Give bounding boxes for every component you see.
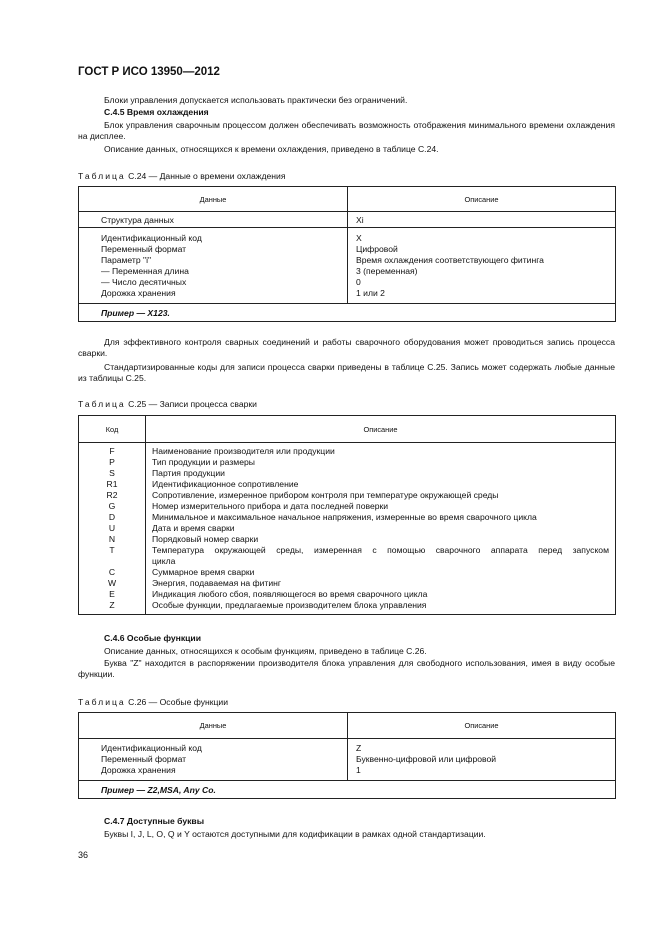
table-cell — [79, 443, 146, 615]
table-cell — [146, 443, 616, 615]
code-p: P — [109, 457, 115, 467]
table-example: Пример — Z2,MSA, Any Co. — [79, 781, 616, 799]
code-description: Наименование производителя или продукции — [152, 446, 335, 456]
cell-line: Цифровой — [356, 244, 398, 254]
cell-line: Дорожка хранения — [101, 765, 176, 775]
cell-line: Дорожка хранения — [101, 288, 176, 298]
code-description: Температура окружающей среды, измеренная с помощью сварочного аппарата перед запуском — [152, 545, 609, 555]
column-header: Описание — [348, 713, 616, 739]
table-caption-text: С.26 — Особые функции — [128, 697, 229, 707]
code-t: T — [109, 545, 115, 555]
code-description: Энергия, подаваемая на фитинг — [152, 578, 282, 588]
table-c25 — [78, 415, 616, 615]
cell-line: Переменный формат — [101, 754, 187, 764]
cell-line: 0 — [356, 277, 361, 287]
table-caption-prefix: Таблица — [78, 171, 126, 181]
cell-line: 1 — [356, 765, 361, 775]
table-cell — [79, 228, 348, 304]
table-caption — [78, 399, 257, 409]
cell-line: 1 или 2 — [356, 288, 385, 298]
table-example: Пример — X123. — [79, 304, 616, 322]
code-f: F — [109, 446, 115, 456]
table-cell — [79, 739, 348, 781]
code-description: Идентификационное сопротивление — [152, 479, 299, 489]
paragraph: Описание данных, относящихся к времени охлаждения, приведено в таблице С.24. — [104, 144, 439, 154]
code-description: Минимальное и максимальное начальное напряжения, измеренные во время сварочного цикла — [152, 512, 537, 522]
column-header: Описание — [348, 187, 616, 212]
table-caption-text: С.24 — Данные о времени охлаждения — [128, 171, 286, 181]
code-description: Особые функции, предлагаемые производителем блока управления — [152, 600, 427, 610]
code-z: Z — [109, 600, 115, 610]
code-g: G — [108, 501, 116, 511]
table-cell — [348, 739, 616, 781]
table-cell: Xi — [348, 212, 616, 228]
table-cell — [348, 228, 616, 304]
table-c26 — [78, 712, 616, 799]
column-header: Описание — [146, 416, 616, 443]
section-heading-c45: С.4.5 Время охлаждения — [104, 107, 209, 117]
code-w: W — [107, 578, 117, 588]
code-r1: R1 — [106, 479, 118, 489]
paragraph: Буквы I, J, L, O, Q и Y остаются доступными для кодификации в рамках одной стандартизации. — [104, 829, 486, 839]
table-caption — [78, 171, 285, 181]
cell-line: — Переменная длина — [101, 266, 189, 276]
code-description: Дата и время сварки — [152, 523, 235, 533]
code-s: S — [109, 468, 115, 478]
code-description: Партия продукции — [152, 468, 225, 478]
code-description: Номер измерительного прибора и дата последней поверки — [152, 501, 389, 511]
code-description: Сопротивление, измеренное прибором контроля при температуре окружающей среды — [152, 490, 499, 500]
cell-line: Z — [356, 743, 362, 753]
page-number: 36 — [78, 850, 89, 860]
code-description: Суммарное время сварки — [152, 567, 255, 577]
code-c: C — [108, 567, 116, 577]
paragraph: Стандартизированные коды для записи процесса сварки приведены в таблице С.25. Запись может содержать любые данные из таблицы С.25. — [78, 362, 615, 383]
cell-line: 3 (переменная) — [356, 266, 418, 276]
code-description: Индикация любого сбоя, появляющегося во время сварочного цикла — [152, 589, 428, 599]
code-description: цикла — [152, 556, 176, 566]
cell-line: — Число десятичных — [101, 277, 187, 287]
paragraph: Буква "Z" находится в распоряжении производителя блока управления для свободного использования, имея в виду особые функции. — [78, 658, 615, 679]
table-caption-prefix: Таблица — [78, 697, 126, 707]
code-e: E — [109, 589, 115, 599]
cell-line: X — [356, 233, 362, 243]
table-cell: Структура данных — [79, 212, 348, 228]
paragraph: Блоки управления допускается использовать практически без ограничений. — [104, 95, 408, 105]
paragraph: Блок управления сварочным процессом должен обеспечивать возможность отображения минимального времени охлаждения на дисплее. — [78, 120, 615, 141]
document-header: ГОСТ Р ИСО 13950—2012 — [78, 66, 220, 78]
paragraph: Описание данных, относящихся к особым функциям, приведено в таблице С.26. — [104, 646, 427, 656]
cell-line: Переменный формат — [101, 244, 187, 254]
cell-line: Параметр "i" — [101, 255, 152, 265]
cell-line: Время охлаждения соответствующего фитинга — [356, 255, 544, 265]
column-header: Данные — [79, 713, 348, 739]
column-header: Данные — [79, 187, 348, 212]
paragraph: Для эффективного контроля сварных соединений и работы сварочного оборудования может проводиться запись процесса сварки. — [78, 337, 615, 358]
code-n: N — [108, 534, 116, 544]
column-header: Код — [79, 416, 146, 443]
cell-line: Идентификационный код — [101, 233, 202, 243]
code-r2: R2 — [106, 490, 118, 500]
cell-line: Идентификационный код — [101, 743, 202, 753]
code-description: Порядковый номер сварки — [152, 534, 259, 544]
code-u: U — [108, 523, 116, 533]
code-description: Тип продукции и размеры — [152, 457, 255, 467]
table-caption — [78, 697, 228, 707]
table-caption-text: С.25 — Записи процесса сварки — [128, 399, 257, 409]
code-d: D — [108, 512, 116, 522]
cell-line: Буквенно-цифровой или цифровой — [356, 754, 497, 764]
table-c24 — [78, 186, 616, 322]
table-caption-prefix: Таблица — [78, 399, 126, 409]
code-empty — [79, 556, 145, 567]
section-heading-c47: С.4.7 Доступные буквы — [104, 816, 205, 826]
section-heading-c46: С.4.6 Особые функции — [104, 633, 201, 643]
